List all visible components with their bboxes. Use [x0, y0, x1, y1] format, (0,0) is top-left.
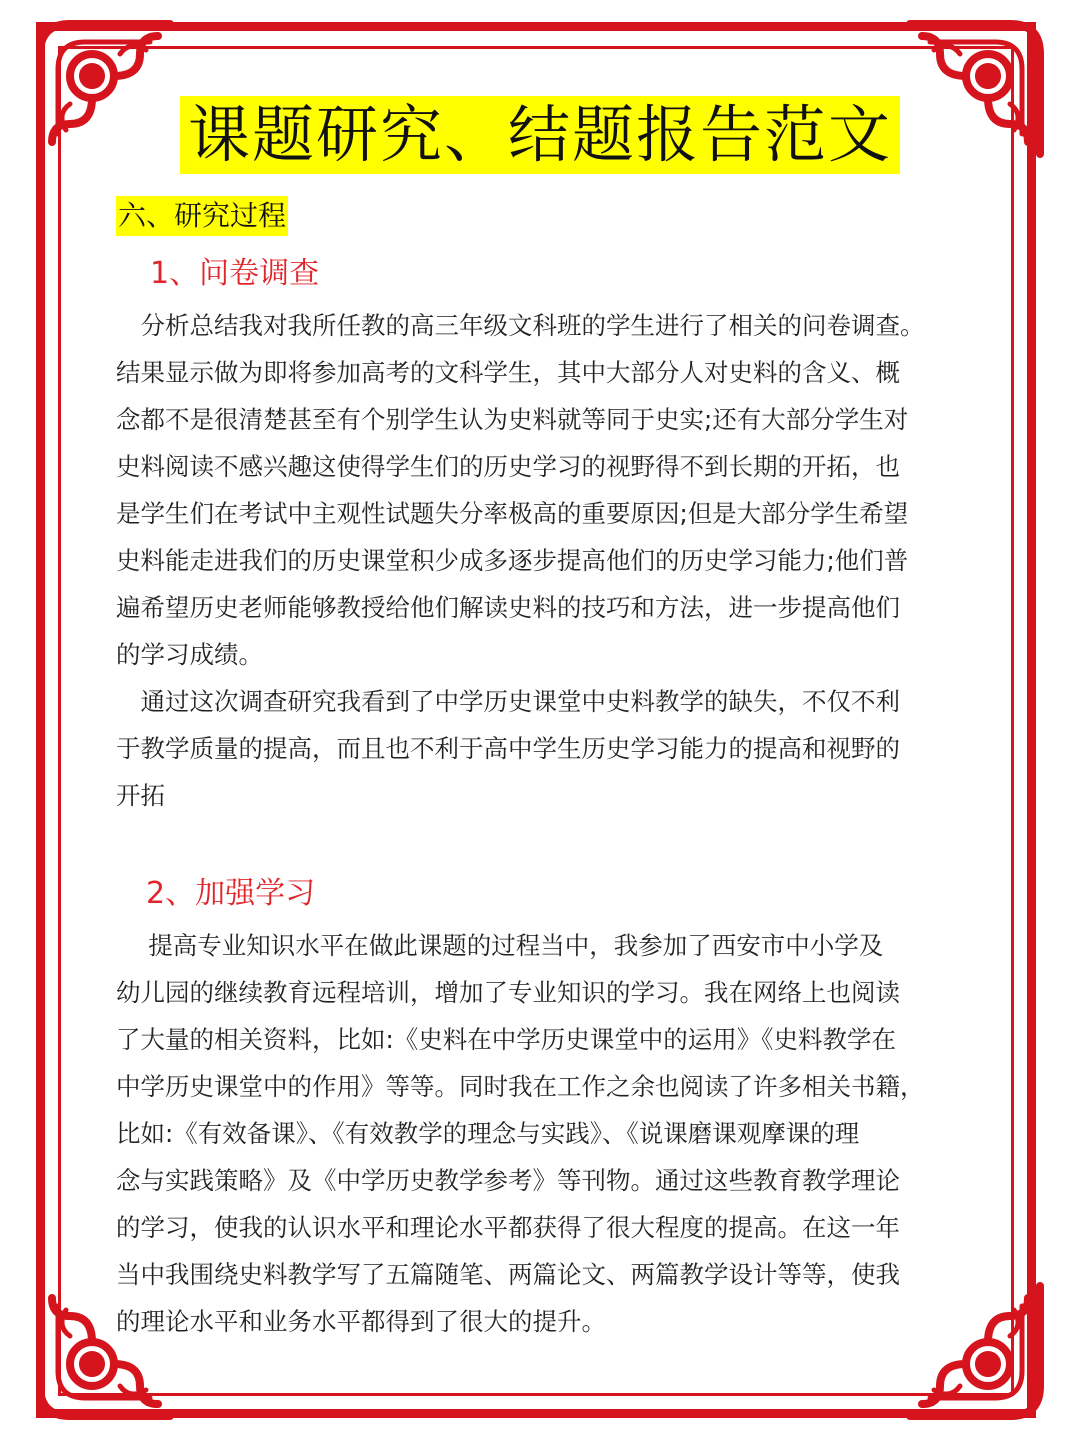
text-line: 的学习成绩。 [116, 640, 263, 669]
text-line: 的理论水平和业务水平都得到了很大的提升。 [116, 1307, 606, 1336]
text-line: 了大量的相关资料，比如:《史料在中学历史课堂中的运用》《史料教学在 [116, 1025, 897, 1054]
text-line: 中学历史课堂中的作用》等等。同时我在工作之余也阅读了许多相关书籍， [116, 1072, 925, 1101]
survey-paragraph-1 [116, 302, 966, 678]
page-title: 课题研究、结题报告范文 [180, 96, 900, 174]
text-line: 念与实践策略》及《中学历史教学参考》等刊物。通过这些教育教学理论 [116, 1166, 900, 1195]
title-container [0, 96, 1080, 174]
text-line: 通过这次调查研究我看到了中学历史课堂中史料教学的缺失，不仅不利 [116, 687, 900, 716]
text-line: 提高专业知识水平在做此课题的过程当中，我参加了西安市中小学及 [116, 931, 884, 960]
text-line: 分析总结我对我所任教的高三年级文科班的学生进行了相关的问卷调查。 [116, 311, 925, 340]
text-line: 的学习，使我的认识水平和理论水平都获得了很大程度的提高。在这一年 [116, 1213, 900, 1242]
text-line: 当中我围绕史料教学写了五篇随笔、两篇论文、两篇教学设计等等，使我 [116, 1260, 900, 1289]
study-paragraph [116, 922, 966, 1345]
section-heading: 六、研究过程 [116, 196, 288, 236]
subsection-heading-survey: 1、问卷调查 [150, 256, 320, 291]
text-line: 史料能走进我们的历史课堂积少成多逐步提高他们的历史学习能力;他们普 [116, 546, 909, 575]
text-line: 史料阅读不感兴趣这使得学生们的历史学习的视野得不到长期的开拓，也 [116, 452, 900, 481]
text-line: 结果显示做为即将参加高考的文科学生，其中大部分人对史料的含义、概 [116, 358, 900, 387]
subsection-heading-study: 2、加强学习 [146, 876, 316, 911]
text-line: 于教学质量的提高，而且也不利于高中学生历史学习能力的提高和视野的 [116, 734, 900, 763]
text-line: 遍希望历史老师能够教授给他们解读史料的技巧和方法，进一步提高他们 [116, 593, 900, 622]
text-line: 比如:《有效备课》、《有效教学的理念与实践》、《说课磨课观摩课的理 [116, 1119, 860, 1148]
text-line: 是学生们在考试中主观性试题失分率极高的重要原因;但是大部分学生希望 [116, 499, 909, 528]
survey-paragraph-2 [116, 678, 966, 819]
text-line: 念都不是很清楚甚至有个别学生认为史料就等同于史实;还有大部分学生对 [116, 405, 909, 434]
text-line: 开拓 [116, 781, 165, 810]
text-line: 幼儿园的继续教育远程培训，增加了专业知识的学习。我在网络上也阅读 [116, 978, 900, 1007]
